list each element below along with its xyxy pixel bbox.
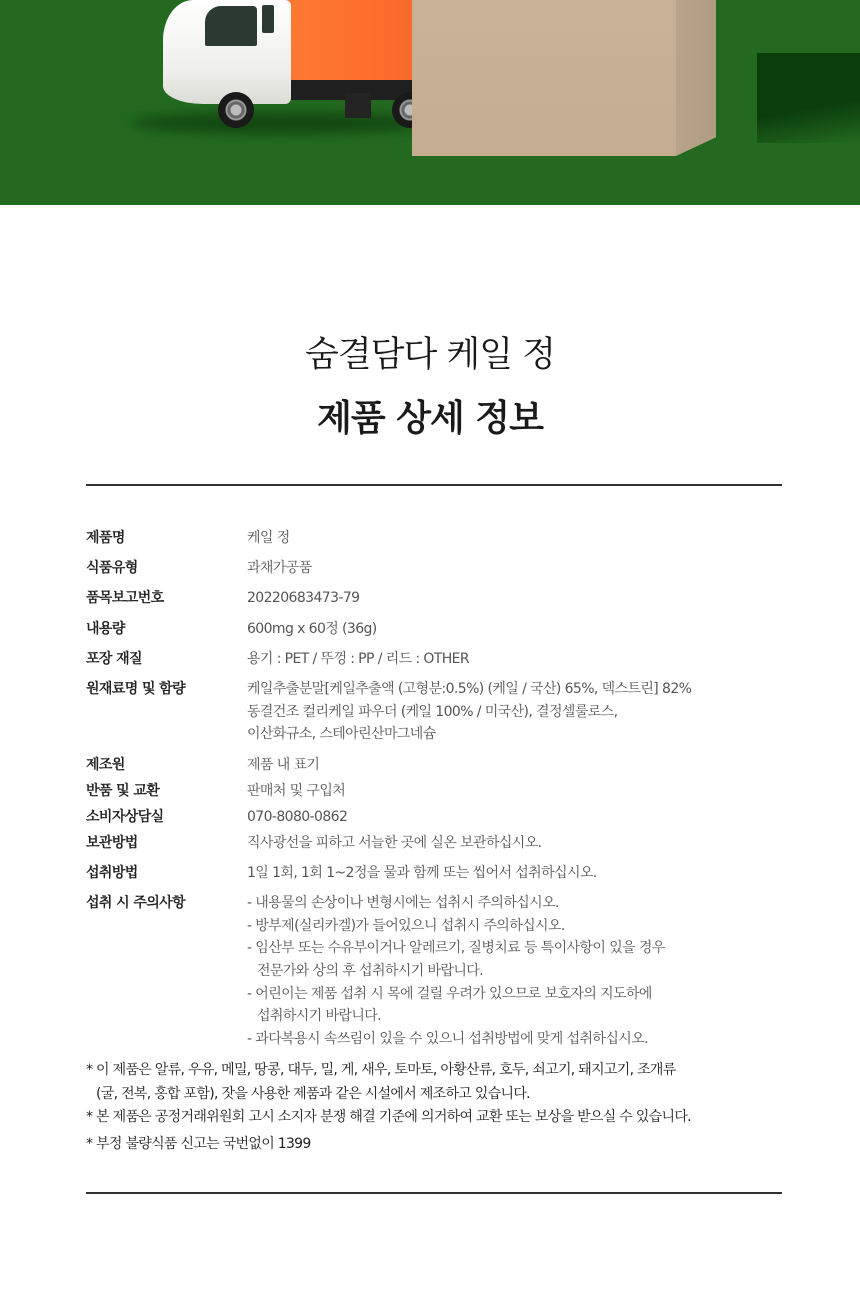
caution-item: - 내용물의 손상이나 변형시에는 섭취시 주의하십시오.	[247, 894, 559, 911]
info-row-intake-method	[86, 862, 786, 892]
row-value	[247, 587, 359, 617]
phone-number: 070-8080-0862	[247, 808, 348, 825]
row-label: 제조원	[86, 756, 125, 773]
row-value	[247, 648, 469, 678]
top-divider	[86, 484, 782, 486]
row-label: 내용량	[86, 620, 125, 637]
row-label: 원재료명 및 함량	[86, 680, 186, 697]
row-value	[247, 754, 319, 780]
caution-item: - 과다복용시 속쓰림이 있을 수 있으니 섭취방법에 맞게 섭취하십시오.	[247, 1031, 648, 1048]
truck-rear-window	[262, 5, 274, 33]
value-line: 600mg x 60정 (36g)	[247, 620, 377, 637]
box-side-face	[676, 0, 716, 156]
info-row-returns	[86, 780, 786, 806]
row-label: 보관방법	[86, 834, 138, 851]
info-row-cautions	[86, 892, 786, 1052]
value-line: 1일 1회, 1회 1~2정을 물과 함께 또는 씹어서 섭취하십시오.	[247, 864, 597, 881]
info-row-ingredients	[86, 678, 786, 754]
row-value	[247, 678, 691, 754]
row-label: 품목보고번호	[86, 590, 164, 607]
info-row-manufacturer	[86, 754, 786, 780]
info-row-product-name	[86, 527, 786, 557]
row-value	[247, 527, 290, 557]
box-front-face	[412, 0, 676, 156]
row-label: 식품유형	[86, 560, 138, 577]
row-value	[247, 780, 345, 806]
info-row-content-amount	[86, 618, 786, 648]
truck-cargo-box	[287, 0, 422, 80]
info-row-food-type	[86, 557, 786, 587]
row-label: 제품명	[86, 530, 125, 546]
truck-cab	[163, 0, 291, 104]
row-value	[247, 557, 312, 587]
product-info-table	[86, 527, 786, 1052]
allergen-note: * 이 제품은 알류, 우유, 메밀, 땅콩, 대두, 밀, 게, 새우, 토마토, 아황산류, 호두, 쇠고기, 돼지고기, 조개류	[86, 1062, 676, 1078]
value-line: 과채가공품	[247, 560, 312, 577]
value-line: 20220683473-79	[247, 590, 360, 607]
value-line: 직사광선을 피하고 서늘한 곳에 실온 보관하십시오.	[247, 834, 542, 851]
truck-front-wheel	[218, 92, 254, 128]
value-line: 제품 내 표기	[247, 756, 320, 773]
row-value	[247, 618, 377, 648]
page-title: 제품 상세 정보	[317, 398, 543, 439]
value-line: 동결건조 컬리케일 파우더 (케일 100% / 미국산), 결정셀룰로스,	[247, 703, 618, 720]
row-value	[247, 892, 665, 1052]
caution-item: - 방부제(실리카겔)가 들어있으니 섭취시 주의하십시오.	[247, 917, 565, 934]
caution-item-continued: 전문가와 상의 후 섭취하시기 바랍니다.	[257, 963, 484, 980]
row-label: 섭취방법	[86, 864, 138, 881]
truck-window	[205, 6, 257, 46]
allergen-note-continued: (굴, 전복, 홍합 포함), 잣을 사용한 제품과 같은 시설에서 제조하고 있습니다.	[96, 1085, 530, 1102]
report-hotline-note: * 부정 불량식품 신고는 국번없이 1399	[86, 1135, 311, 1152]
product-name-heading: 숨결담다 케일 정	[305, 335, 555, 375]
bottom-divider	[86, 1192, 782, 1194]
value-line: 용기 : PET / 뚜껑 : PP / 리드 : OTHER	[247, 650, 470, 667]
value-line: 케일 정	[247, 530, 290, 546]
hero-banner-image	[0, 0, 860, 205]
info-row-packaging	[86, 648, 786, 678]
compensation-note: * 본 제품은 공정거래위원회 고시 소지자 분쟁 해결 기준에 의거하여 교환 또는 보상을 받으실 수 있습니다.	[86, 1109, 691, 1125]
row-label: 포장 재질	[86, 650, 142, 667]
delivery-truck-illustration	[160, 0, 420, 132]
row-value	[247, 832, 542, 862]
row-label: 반품 및 교환	[86, 782, 160, 799]
row-label: 섭취 시 주의사항	[86, 894, 186, 911]
cardboard-box-illustration	[412, 0, 742, 156]
info-row-report-number	[86, 587, 786, 617]
section-header	[0, 330, 860, 444]
row-value	[247, 862, 597, 892]
info-row-storage	[86, 832, 786, 862]
row-label: 소비자상담실	[86, 808, 164, 825]
value-line: 이산화규소, 스테아린산마그네슘	[247, 726, 436, 743]
caution-item: - 임산부 또는 수유부이거나 알레르기, 질병치료 등 특이사항이 있을 경우	[247, 940, 665, 957]
box-shadow	[757, 53, 860, 143]
value-line: 판매처 및 구입처	[247, 782, 346, 799]
value-line: 케일추출분말[케일추출액 (고형분:0.5%) (케일 / 국산) 65%, 덱스트린] 82%	[247, 680, 692, 697]
footnotes	[86, 1059, 806, 1156]
row-value	[247, 806, 347, 832]
truck-fuel-tank	[345, 93, 371, 118]
info-row-consumer-center	[86, 806, 786, 832]
caution-item: - 어린이는 제품 섭취 시 목에 걸릴 우려가 있으므로 보호자의 지도하에	[247, 985, 652, 1002]
caution-item-continued: 섭취하시기 바랍니다.	[257, 1008, 382, 1025]
